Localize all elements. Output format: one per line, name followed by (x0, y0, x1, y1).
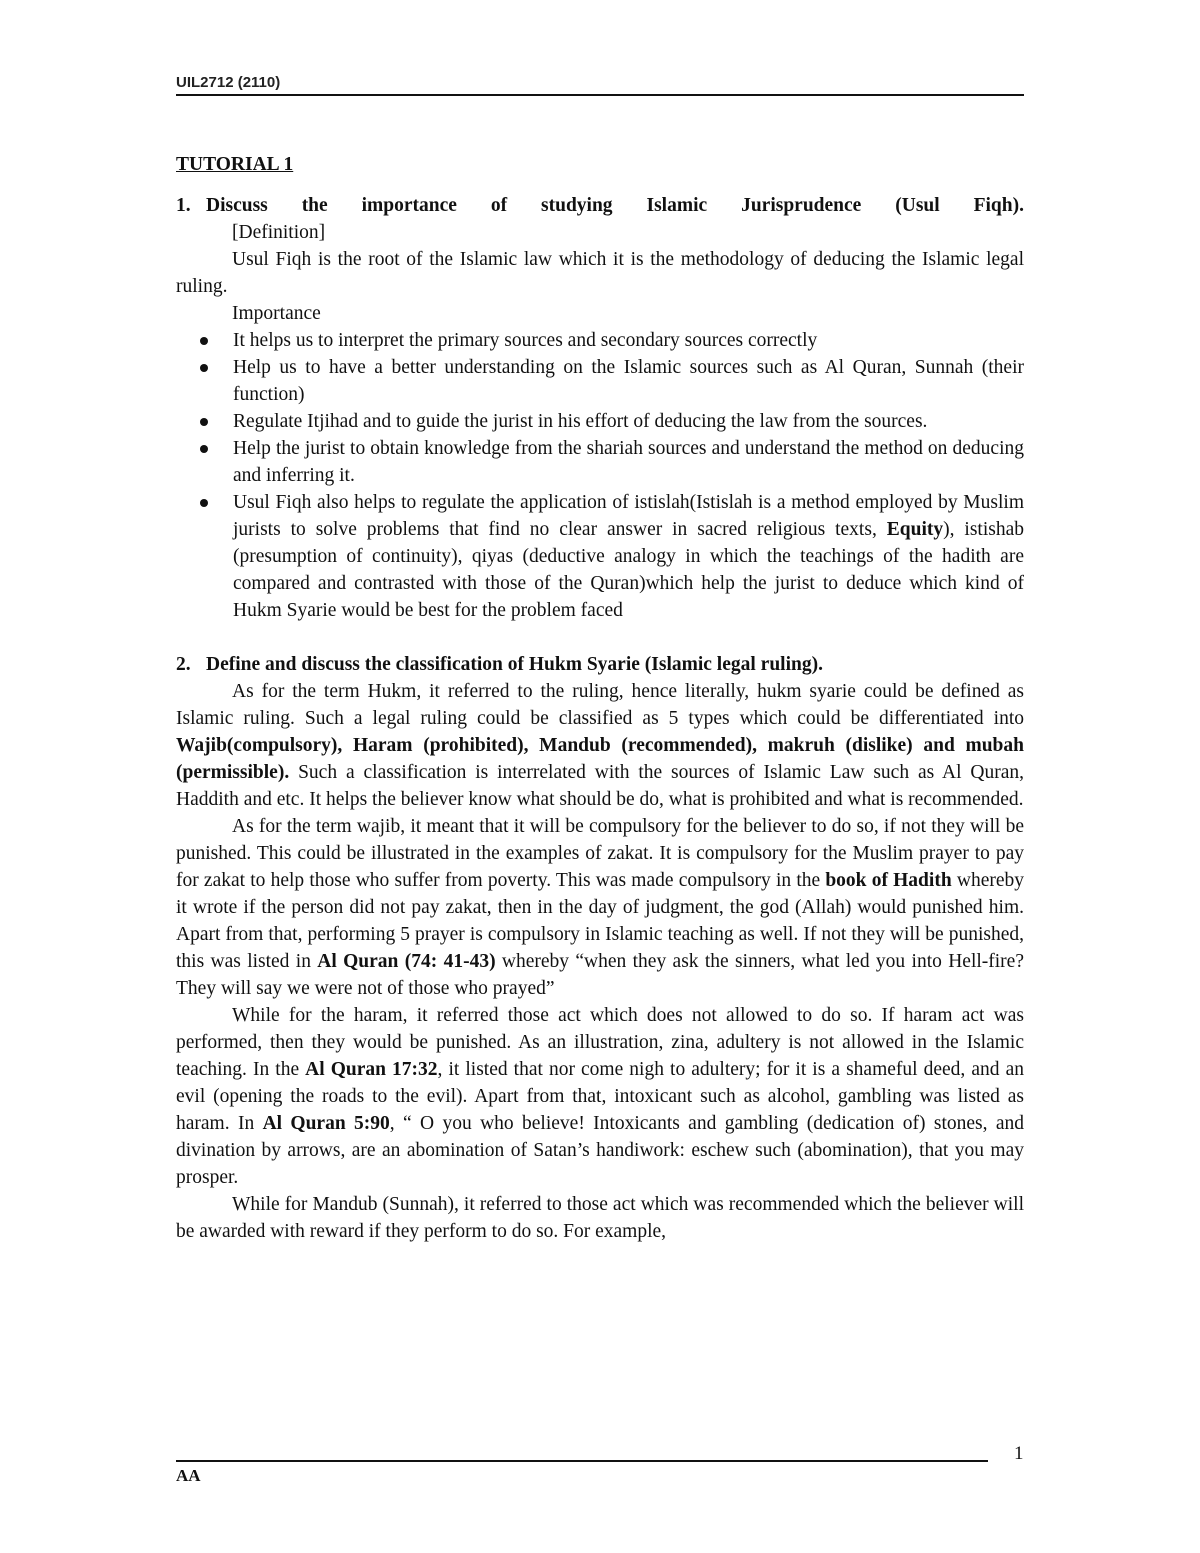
paragraph (176, 1002, 1024, 1191)
bold-term: Equity (886, 519, 944, 540)
text-run: While for the haram, it referred those act which does not allowed to do so. If haram act was performed, then they would be punished. As an illustration, zina, adultery is not allowed in the Islamic teaching. In the (176, 1005, 1024, 1080)
paragraph (176, 813, 1024, 1002)
text-run: Usul Fiqh also helps to regulate the application of istislah(Istislah is a method employed by Muslim jurists to solve problems that find no clear answer in sacred religious texts, (233, 492, 1024, 540)
list-item: It helps us to interpret the primary sources and secondary sources correctly (206, 327, 1024, 354)
text-run: As for the term Hukm, it referred to the ruling, hence literally, hukm syarie could be defined as Islamic ruling. Such a legal ruling could be classified as 5 types which could be differentiated into (176, 681, 1024, 729)
spacer (176, 624, 1024, 651)
question-number: 2. (176, 654, 191, 675)
text-run: ), istishab (presumption of continuity), qiyas (deductive analogy in which the teachings of the hadith are compared and contrasted with those of the Quran)which help the jurist to deduce which kind of Hukm Syarie would be best for the problem faced (233, 519, 1024, 621)
text-run: whereby it wrote if the person did not pay zakat, then in the day of judgment, the god (Allah) would punished him. Apart from that, performing 5 prayer is compulsory in Islamic teaching as well. If not they will be punished, this was listed in (176, 870, 1024, 972)
bold-term: Wajib(compulsory), Haram (prohibited), Mandub (recommended), makruh (dislike) and mubah (permissible). (176, 735, 1024, 783)
list-item: Help the jurist to obtain knowledge from the shariah sources and understand the method on deducing and inferring it. (206, 435, 1024, 489)
bold-term: Al Quran 5:90 (262, 1113, 390, 1134)
paragraph: While for Mandub (Sunnah), it referred to those act which was recommended which the believer will be awarded with reward if they perform to do so. For example, (176, 1194, 1024, 1242)
text-run: , “ O you who believe! Intoxicants and gambling (dedication of) stones, and divination by arrows, are an abomination of Satan’s handiwork: eschew such (abomination), that you may prosper. (176, 1113, 1025, 1188)
paragraph (176, 678, 1024, 813)
list-item: Regulate Itjihad and to guide the jurist in his effort of deducing the law from the sources. (206, 408, 1024, 435)
importance-list (176, 327, 1024, 624)
page-title: TUTORIAL 1 (176, 154, 294, 175)
text-run: Such a classification is interrelated with the sources of Islamic Law such as Al Quran, Haddith and etc. It helps the believer know what should be do, what is prohibited and what is recommended. (176, 762, 1024, 810)
question-1 (176, 192, 1024, 219)
bold-term: book of Hadith (825, 870, 952, 891)
page-number: 1 (1014, 1443, 1024, 1464)
question-text: Discuss the importance of studying Islamic Jurisprudence (Usul Fiqh). (206, 195, 1024, 216)
bold-term: Al Quran 17:32 (305, 1059, 438, 1080)
list-item: Help us to have a better understanding on the Islamic sources such as Al Quran, Sunnah (their function) (206, 354, 1024, 408)
definition-label: [Definition] (232, 222, 326, 243)
definition-text: Usul Fiqh is the root of the Islamic law which it is the methodology of deducing the Islamic legal ruling. (176, 249, 1024, 297)
text-run: , it listed that nor come nigh to adultery; for it is a shameful deed, and an evil (opening the roads to the evil). Apart from that, intoxicant such as alcohol, gambling was listed as haram. In (176, 1059, 1024, 1134)
text-run: As for the term wajib, it meant that it will be compulsory for the believer to do so, if not they will be punished. This could be illustrated in the examples of zakat. It is compulsory for the Muslim prayer to pay for zakat to help those who suffer from poverty. This was made compulsory in the (176, 816, 1024, 891)
importance-label: Importance (232, 303, 321, 324)
footer-initials: AA (176, 1466, 201, 1485)
footer-divider (176, 1460, 988, 1462)
course-code: UIL2712 (2110) (176, 74, 281, 91)
list-item (206, 489, 1024, 624)
text-run: whereby “when they ask the sinners, what led you into Hell-fire? They will say we were not of those who prayed” (176, 951, 1024, 999)
question-text: Define and discuss the classification of Hukm Syarie (Islamic legal ruling). (206, 654, 823, 675)
document-body (176, 150, 1024, 1245)
bold-term: Al Quran (74: 41-43) (317, 951, 496, 972)
question-number: 1. (176, 195, 191, 216)
header-divider (176, 94, 1024, 96)
question-2 (176, 651, 1024, 678)
